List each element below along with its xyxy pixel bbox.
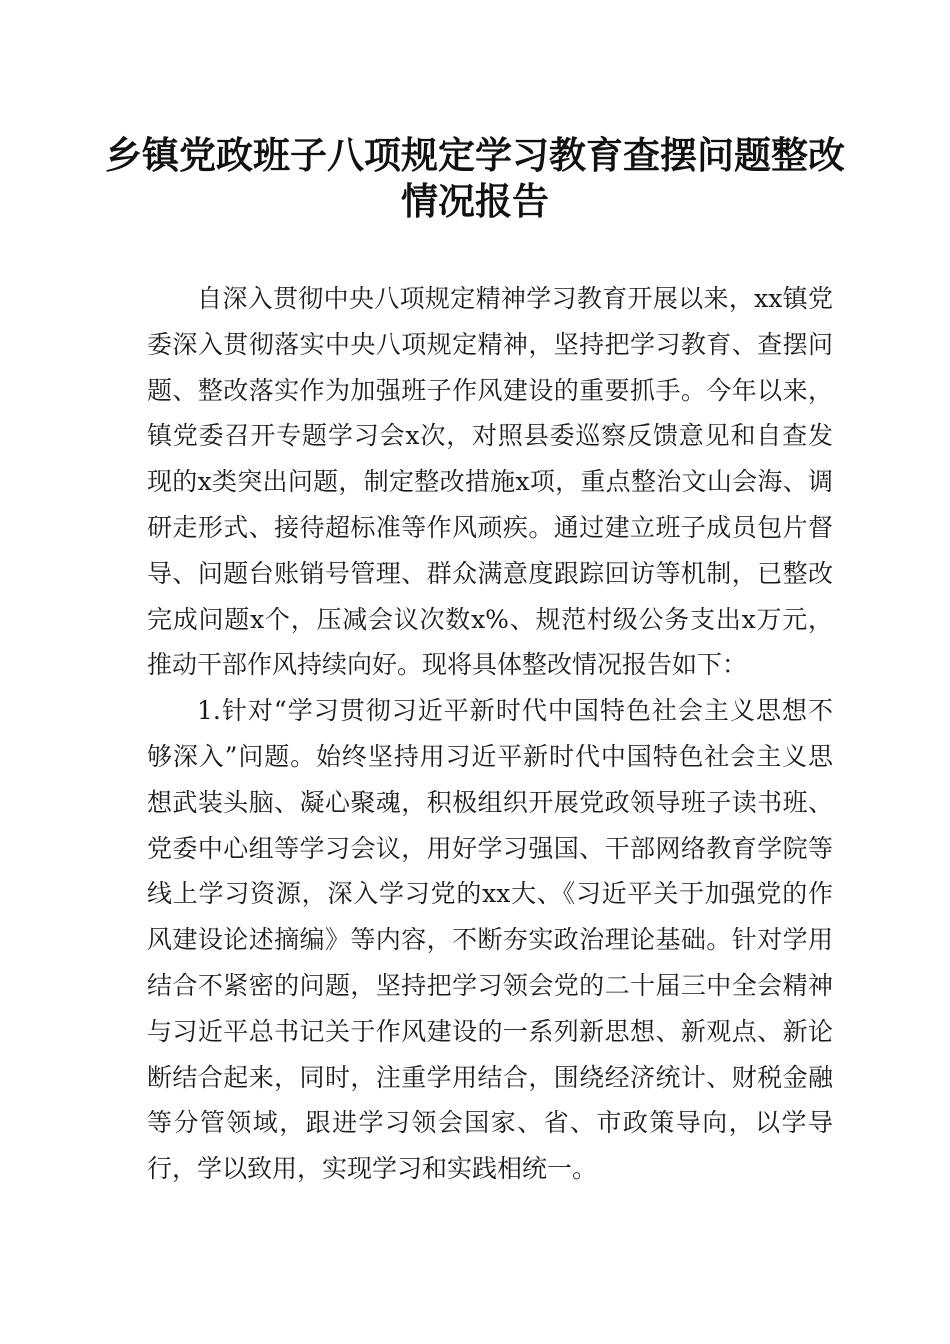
document-body <box>147 276 833 1192</box>
document-title: 乡镇党政班子八项规定学习教育查摆问题整改情况报告 <box>105 133 845 223</box>
paragraph-item-1: 1.针对“学习贯彻习近平新时代中国特色社会主义思想不够深入”问题。始终坚持用习近平新时代中国特色社会主义思想武装头脑、凝心聚魂，积极组织开展党政领导班子读书班、党委中心组等学习会议，用好学习强国、干部网络教育学院等线上学习资源，深入学习党的xx大、《习近平关于加强党的作风建设论述摘编》等内容，不断夯实政治理论基础。针对学用结合不紧密的问题，坚持把学习领会党的二十届三中全会精神与习近平总书记关于作风建设的一系列新思想、新观点、新论断结合起来，同时，注重学用结合，围绕经济统计、财税金融等分管领域，跟进学习领会国家、省、市政策导向，以学导行，学以致用，实现学习和实践相统一。 <box>147 696 833 1184</box>
paragraph-intro: 自深入贯彻中央八项规定精神学习教育开展以来，xx镇党委深入贯彻落实中央八项规定精神，坚持把学习教育、查摆问题、整改落实作为加强班子作风建设的重要抓手。今年以来，镇党委召开专题学习会x次，对照县委巡察反馈意见和自查发现的x类突出问题，制定整改措施x项，重点整治文山会海、调研走形式、接待超标准等作风顽疾。通过建立班子成员包片督导、问题台账销号管理、群众满意度跟踪回访等机制，已整改完成问题x个，压减会议次数x%、规范村级公务支出x万元，推动干部作风持续向好。现将具体整改情况报告如下： <box>147 284 833 680</box>
